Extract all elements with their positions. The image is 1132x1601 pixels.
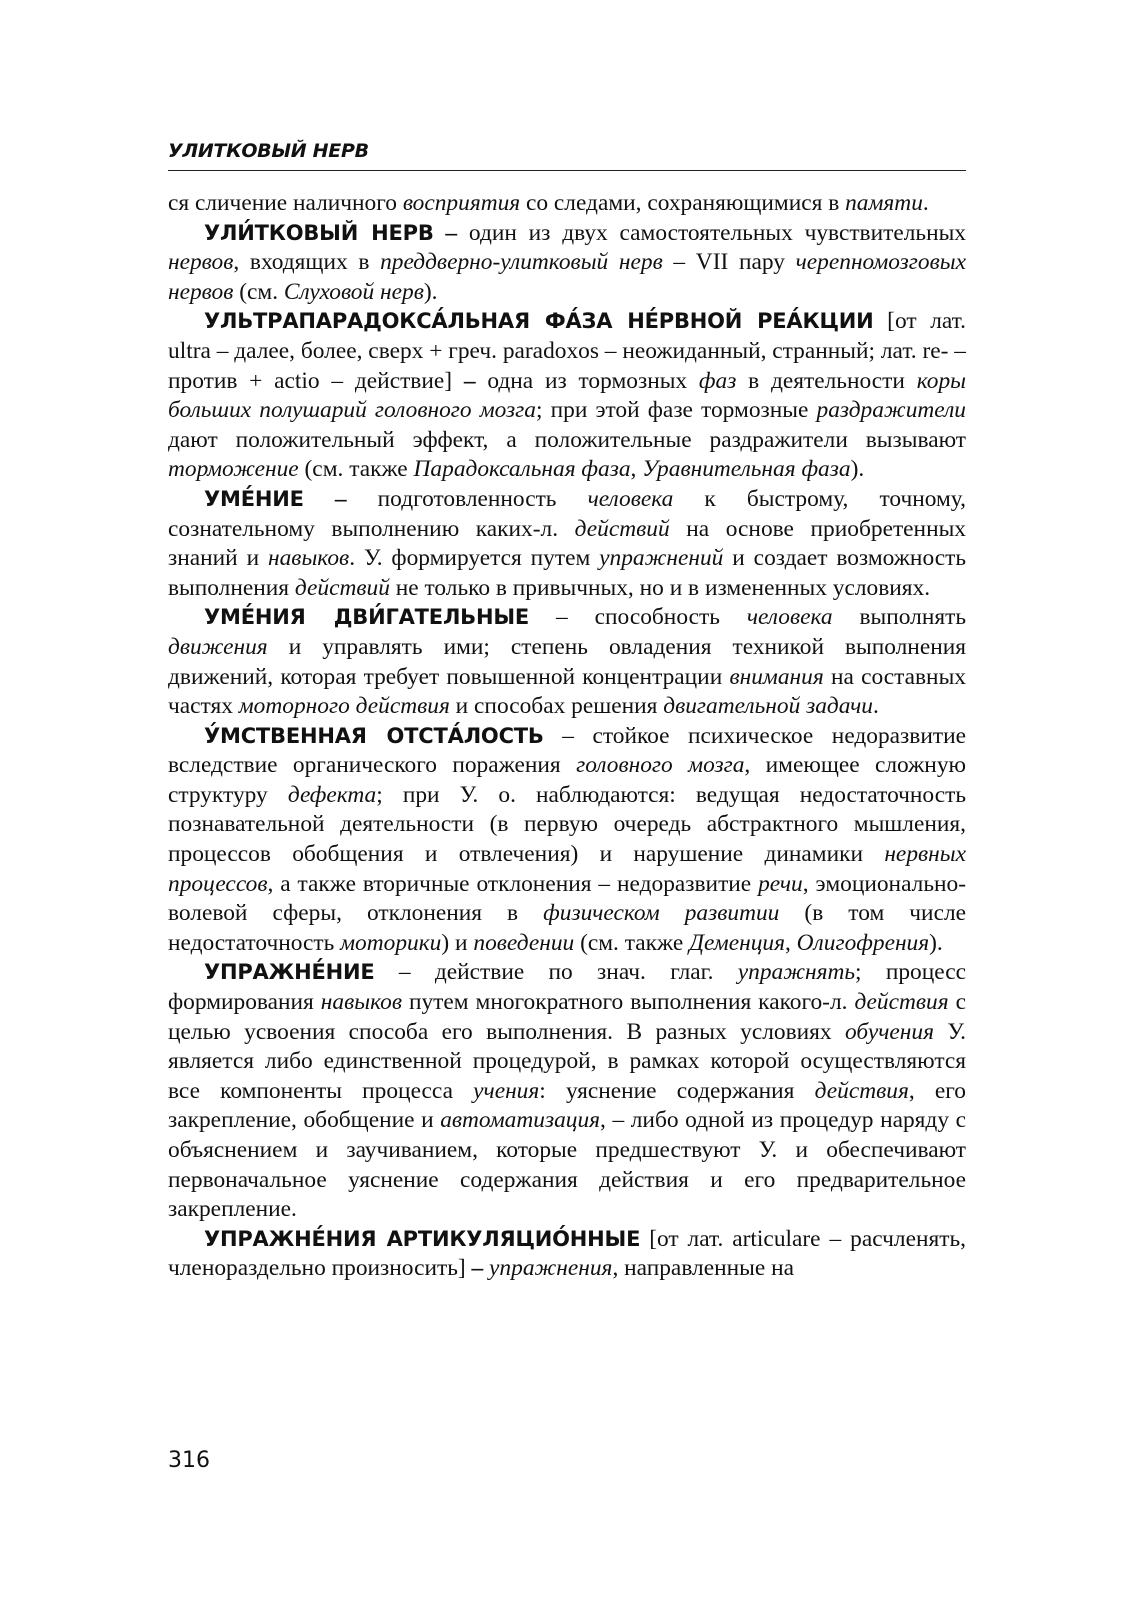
cross-reference: внимания [729, 663, 824, 690]
entry-text: подготовленность [377, 485, 588, 512]
entry-text: со следами, сохраняющимися в [520, 190, 846, 216]
entry-text: с целью усвоения способа его выполнения. В разных условиях [168, 989, 966, 1045]
cross-reference: человека [746, 604, 833, 631]
cross-reference: головного мозга [576, 752, 745, 779]
cross-reference: обучения [845, 1018, 934, 1045]
dictionary-entries [168, 189, 966, 1284]
cross-reference: преддверно-улитковый нерв [380, 249, 663, 276]
entry-text: дают положительный эффект, а положительные раздражители вызывают [168, 426, 966, 453]
entry-text: , имеющее сложную структуру [168, 752, 966, 808]
cross-reference: действий [574, 515, 670, 542]
entry-text: и способах решения [449, 693, 664, 720]
cross-reference: речи [758, 870, 803, 897]
dictionary-entry [168, 485, 966, 603]
definition-dash: – [471, 1255, 490, 1282]
dictionary-entry [168, 1225, 966, 1284]
cross-reference: моторики [340, 929, 442, 956]
cross-reference: упражнять [737, 959, 856, 986]
cross-reference: действий [294, 574, 390, 601]
entry-headword: УЛЬТРАПАРАДОКСА́ЛЬНАЯ ФА́ЗА НЕ́РВНОЙ РЕА́КЦИИ [204, 309, 874, 334]
dictionary-entry [168, 722, 966, 959]
entry-text: , а также вторичные отклонения – недоразвитие [267, 870, 759, 897]
cross-reference: раздражители [816, 397, 966, 424]
entry-text: . [873, 693, 879, 720]
cross-reference: нервных процессов [168, 841, 966, 897]
cross-reference: человека [587, 485, 674, 512]
entry-text: : уяснение содержания [539, 1077, 815, 1104]
entry-text: (см. также [574, 929, 690, 956]
dictionary-entry [168, 958, 966, 1224]
entry-text: в деятельности [736, 367, 917, 394]
entry-headword: УМЕ́НИЕ [204, 486, 304, 511]
entry-text: (в том числе недостаточность [168, 900, 967, 956]
entry-text: , входящих в [233, 249, 381, 276]
entry-text: , его закрепление, обобщение и [168, 1077, 966, 1134]
entry-text: ; при этой фазе тормозные [536, 397, 817, 424]
cross-reference: автоматизация [440, 1107, 601, 1134]
entry-text: к быстрому, точному, сознательному выполнению каких-л. [168, 485, 967, 542]
entry-text: (см. также [298, 456, 414, 483]
entry-text: , направленные на [612, 1255, 794, 1282]
entry-text: У. является либо единственной процедурой, в рамках которой осуществляются все компоненты процесса [168, 1018, 966, 1104]
cross-reference: Олигофрения [796, 929, 930, 956]
dictionary-entry [168, 219, 966, 308]
entry-text: не только в привычных, но и в измененных условиях. [389, 574, 931, 601]
dictionary-entry [168, 603, 966, 721]
cross-reference: действия [854, 989, 949, 1016]
entry-headword: УМЕ́НИЯ ДВИ́ГАТЕЛЬНЫЕ [204, 605, 530, 630]
definition-dash: – [303, 485, 378, 512]
cross-reference: дефекта [287, 781, 377, 808]
entry-text: . У. формируется путем [349, 545, 600, 572]
entry-text: – действие по знач. глаг. [374, 959, 738, 986]
entry-text: на составных частях [168, 663, 966, 720]
entry-text: ) и [441, 929, 474, 956]
cross-reference: Слуховой нерв [283, 278, 424, 305]
entry-text: ). [423, 278, 438, 305]
entry-text: ). [850, 456, 865, 483]
entry-text: ). [929, 929, 943, 956]
entry-text: – VII пару [662, 249, 796, 276]
entry-text: и управлять ими; степень овладения техникой выполнения движений, которая требует повышенной концентрации [168, 633, 966, 690]
cross-reference: навыков [320, 989, 402, 1016]
entry-text: ; процесс формирования [168, 959, 966, 1016]
cross-reference: действия [814, 1077, 909, 1104]
entry-text: , эмоционально-волевой сферы, отклонения в [168, 870, 966, 927]
entry-text: . [922, 190, 929, 216]
page-number: 316 [168, 1448, 210, 1473]
entry-text: и создает возможность выполнения [168, 545, 966, 601]
entry-text: одна из тормозных [487, 367, 699, 394]
entry-text: (см. [233, 278, 284, 305]
entry-headword: УПРАЖНЕ́НИЯ АРТИКУЛЯЦИО́ННЫЕ [204, 1226, 641, 1251]
entry-text: на основе приобретенных знаний и [168, 515, 966, 572]
cross-reference: упражнений [599, 545, 724, 572]
entry-text: , – либо одной из процедур наряду с объяснением и заучиванием, которые предшествуют У. и обеспечивают первоначальное уяснение содержания действия и его предварительное закрепление. [168, 1107, 967, 1223]
cross-reference: Деменция [689, 929, 785, 956]
entry-text: путем многократного выполнения какого-л. [401, 989, 855, 1016]
entry-text: – стойкое психическое недоразвитие вследствие органического поражения [168, 722, 966, 779]
entry-headword: У́МСТВЕННАЯ ОТСТА́ЛОСТЬ [204, 723, 544, 748]
cross-reference: фаз [698, 367, 737, 394]
cross-reference: торможение [168, 456, 299, 483]
entry-text: , [630, 456, 643, 483]
entry-text: выполнять [832, 604, 966, 631]
cross-reference: черепномозговых нервов [168, 249, 966, 305]
cross-reference: нервов [168, 249, 234, 276]
entry-text: ся сличение наличного [168, 190, 403, 216]
entry-headword: УПРАЖНЕ́НИЕ [204, 960, 375, 985]
cross-reference: двигательной задачи [663, 693, 874, 720]
cross-reference: Парадоксальная фаза [413, 456, 631, 483]
cross-reference: учения [473, 1077, 540, 1104]
running-head: УЛИТКОВЫЙ НЕРВ [168, 140, 369, 162]
entry-text: , [784, 929, 797, 956]
entry-text: [от лат. articulare – расчленять, членораздельно произносить] [168, 1225, 966, 1282]
dictionary-entry [168, 307, 966, 485]
entry-text: – способность [529, 604, 747, 631]
definition-dash: – [433, 219, 469, 246]
cross-reference: поведении [473, 929, 575, 956]
entry-continuation [168, 189, 966, 219]
cross-reference: Уравнительная фаза [642, 456, 851, 483]
entry-headword: УЛИ́ТКОВЫЙ НЕРВ [204, 220, 434, 245]
cross-reference: навыков [268, 545, 350, 572]
cross-reference: моторного действия [238, 693, 450, 720]
entry-text: один из двух самостоятельных чувствительных [468, 219, 966, 246]
definition-dash: – [463, 367, 488, 394]
cross-reference: восприятия [402, 190, 521, 216]
cross-reference: памяти [845, 190, 923, 216]
cross-reference: физическом развитии [543, 900, 780, 927]
entry-text: ; при У. о. наблюдаются: ведущая недостаточность познавательной деятельности (в первую очередь абстрактного мышления, процессов обобщения и отвлечения) и нарушение динамики [168, 781, 966, 868]
entry-text: [от лат. ultra – далее, более, сверх + греч. paradoxos – неожиданный, странный; лат. re- – против + actio – действие] [168, 308, 966, 394]
cross-reference: движения [168, 633, 268, 660]
cross-reference: коры больших полушарий головного мозга [168, 367, 966, 424]
header-rule [168, 170, 966, 171]
cross-reference: упражнения [489, 1255, 613, 1282]
